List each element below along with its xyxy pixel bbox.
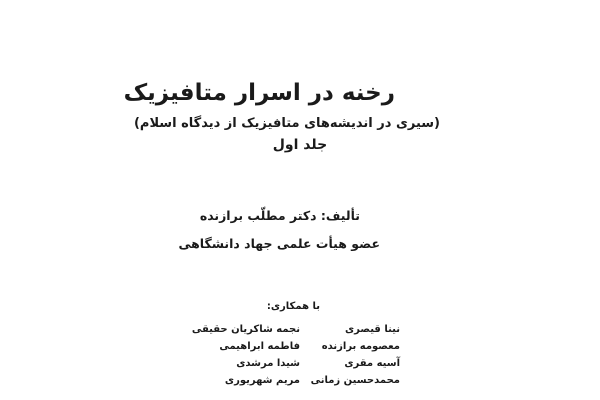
collaborators-column-right bbox=[300, 321, 400, 389]
collaborator-name: محمدحسین زمانی bbox=[310, 375, 400, 386]
volume-label: جلد اول bbox=[272, 137, 328, 153]
author-affiliation: عضو هیأت علمی جهاد دانشگاهی bbox=[178, 236, 380, 251]
book-title: رخنه در اسرار متافیزیک bbox=[123, 80, 395, 106]
collaborator-name: مریم شهریوری bbox=[224, 375, 300, 386]
collaborators-column-left bbox=[180, 321, 300, 389]
collaborator-name: نجمه شاکریان حقیقی bbox=[191, 324, 300, 335]
collaborators-heading: با همکاری: bbox=[266, 301, 320, 312]
collaborator-name: شیدا مرشدی bbox=[236, 358, 300, 369]
collaborator-name: آسیه مقری bbox=[344, 358, 400, 369]
book-subtitle: (سیری در اندیشه‌های متافیزیک از دیدگاه اسلام) bbox=[133, 116, 440, 131]
collaborator-name: فاطمه ابراهیمی bbox=[219, 341, 300, 352]
collaborator-name: معصومه برازنده bbox=[321, 341, 400, 352]
author-line: تألیف: دکتر مطلّب برازنده bbox=[199, 208, 360, 223]
collaborator-name: نینا قیصری bbox=[344, 324, 400, 335]
